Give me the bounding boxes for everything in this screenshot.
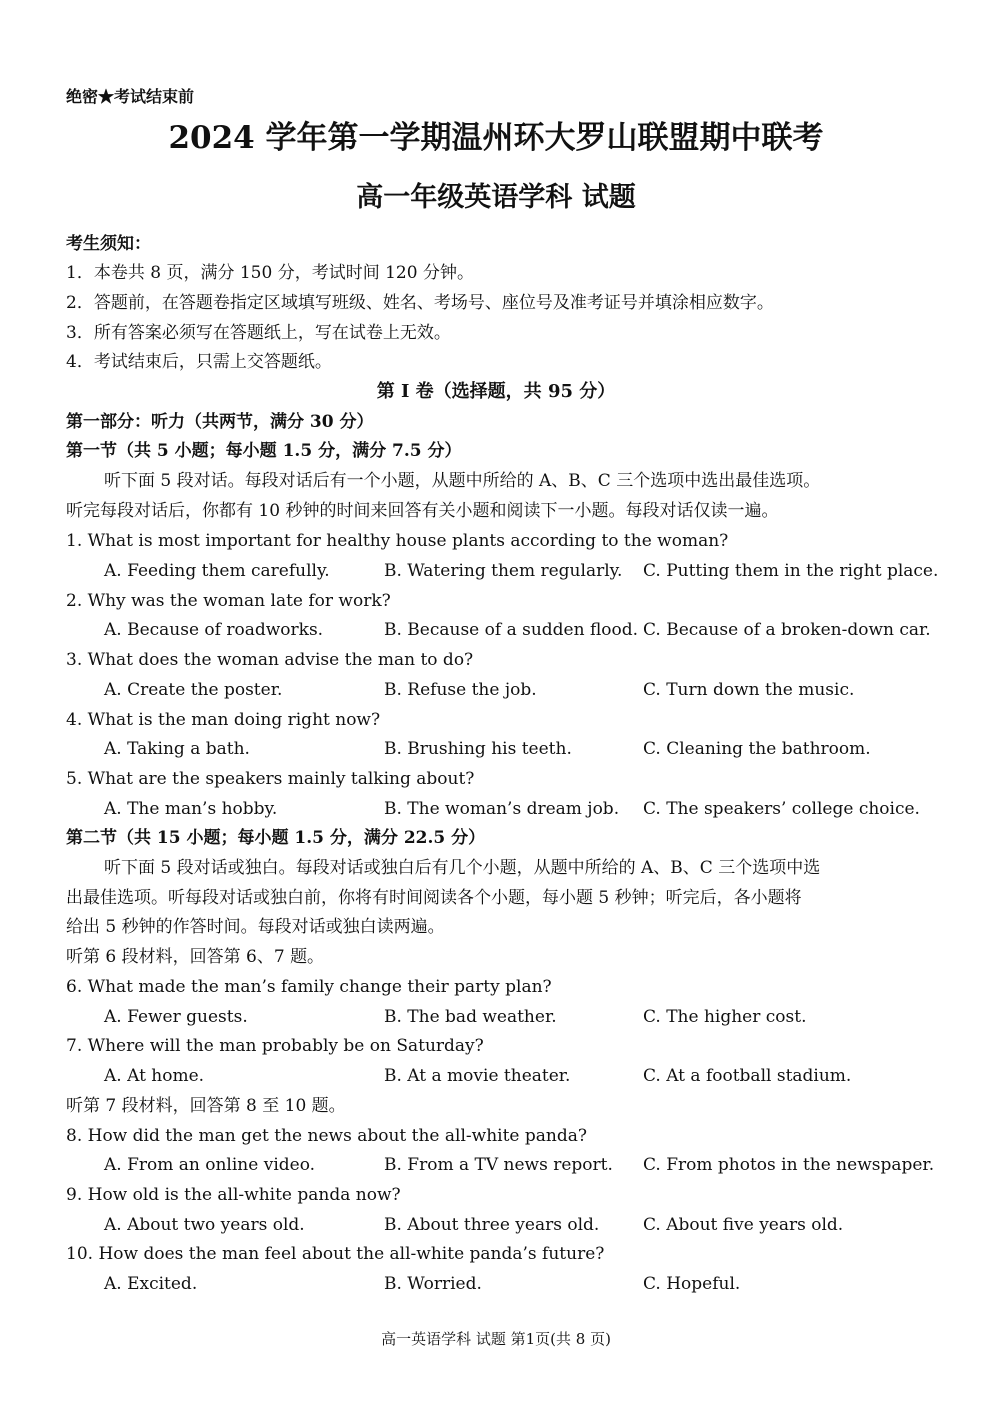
question-3: 3. What does the woman advise the man to do? bbox=[66, 650, 474, 670]
option-c: C. Because of a broken-down car. bbox=[643, 620, 931, 640]
section2-instruction: 出最佳选项。听每段对话或独白前，你将有时间阅读各个小题，每小题 5 秒钟；听完后，各小题将 bbox=[66, 888, 802, 908]
option-a: A. Feeding them carefully. bbox=[104, 561, 330, 581]
option-a: A. Taking a bath. bbox=[104, 739, 250, 759]
section2-instruction: 听下面 5 段对话或独白。每段对话或独白后有几个小题，从题中所给的 A、B、C 三个选项中选 bbox=[104, 858, 821, 878]
notice-item: 2．答题前，在答题卷指定区域填写班级、姓名、考场号、座位号及准考证号并填涂相应数字。 bbox=[66, 293, 774, 313]
option-a: A. Excited. bbox=[104, 1274, 198, 1294]
option-c: C. The higher cost. bbox=[643, 1007, 807, 1027]
material-note: 听第 7 段材料，回答第 8 至 10 题。 bbox=[66, 1096, 346, 1116]
section1-instruction: 听下面 5 段对话。每段对话后有一个小题，从题中所给的 A、B、C 三个选项中选出最佳选项。 bbox=[104, 471, 821, 491]
part1-title: 第一部分：听力（共两节，满分 30 分） bbox=[66, 412, 374, 432]
option-c: C. Turn down the music. bbox=[643, 680, 855, 700]
volume-title: 第 I 卷（选择题，共 95 分） bbox=[376, 381, 616, 402]
question-10: 10. How does the man feel about the all-white panda’s future? bbox=[66, 1244, 605, 1264]
exam-subtitle: 高一年级英语学科 试题 bbox=[356, 182, 636, 213]
option-c: C. From photos in the newspaper. bbox=[643, 1155, 935, 1175]
notice-item: 1．本卷共 8 页，满分 150 分，考试时间 120 分钟。 bbox=[66, 263, 474, 283]
option-b: B. From a TV news report. bbox=[384, 1155, 613, 1175]
section2-title: 第二节（共 15 小题；每小题 1.5 分，满分 22.5 分） bbox=[66, 828, 486, 848]
option-c: C. The speakers’ college choice. bbox=[643, 799, 920, 819]
option-c: C. Hopeful. bbox=[643, 1274, 741, 1294]
option-a: A. Create the poster. bbox=[104, 680, 283, 700]
notice-item: 3．所有答案必须写在答题纸上，写在试卷上无效。 bbox=[66, 323, 451, 343]
option-a: A. Because of roadworks. bbox=[104, 620, 324, 640]
section1-title: 第一节（共 5 小题；每小题 1.5 分，满分 7.5 分） bbox=[66, 441, 462, 461]
notice-item: 4．考试结束后，只需上交答题纸。 bbox=[66, 352, 332, 372]
page-footer: 高一英语学科 试题 第1页(共 8 页) bbox=[381, 1330, 611, 1348]
notice-heading: 考生须知： bbox=[66, 234, 151, 254]
option-c: C. Cleaning the bathroom. bbox=[643, 739, 871, 759]
question-6: 6. What made the man’s family change their party plan? bbox=[66, 977, 552, 997]
option-b: B. At a movie theater. bbox=[384, 1066, 571, 1086]
material-note: 听第 6 段材料，回答第 6、7 题。 bbox=[66, 947, 325, 967]
secret-label: 绝密★考试结束前 bbox=[66, 87, 195, 106]
question-2: 2. Why was the woman late for work? bbox=[66, 591, 391, 611]
question-5: 5. What are the speakers mainly talking about? bbox=[66, 769, 475, 789]
question-9: 9. How old is the all-white panda now? bbox=[66, 1185, 401, 1205]
option-b: B. Refuse the job. bbox=[384, 680, 537, 700]
question-7: 7. Where will the man probably be on Saturday? bbox=[66, 1036, 484, 1056]
question-4: 4. What is the man doing right now? bbox=[66, 710, 381, 730]
question-1: 1. What is most important for healthy house plants according to the woman? bbox=[66, 531, 729, 551]
section2-instruction: 给出 5 秒钟的作答时间。每段对话或独白读两遍。 bbox=[66, 917, 445, 937]
option-b: B. Watering them regularly. bbox=[384, 561, 623, 581]
option-b: B. The bad weather. bbox=[384, 1007, 557, 1027]
option-a: A. The man’s hobby. bbox=[104, 799, 278, 819]
option-a: A. From an online video. bbox=[104, 1155, 316, 1175]
option-b: B. Worried. bbox=[384, 1274, 482, 1294]
question-8: 8. How did the man get the news about the all-white panda? bbox=[66, 1126, 587, 1146]
option-a: A. About two years old. bbox=[104, 1215, 305, 1235]
option-b: B. Because of a sudden flood. bbox=[384, 620, 639, 640]
section1-instruction: 听完每段对话后，你都有 10 秒钟的时间来回答有关小题和阅读下一小题。每段对话仅读一遍。 bbox=[66, 501, 779, 521]
option-c: C. About five years old. bbox=[643, 1215, 844, 1235]
option-b: B. About three years old. bbox=[384, 1215, 600, 1235]
option-a: A. Fewer guests. bbox=[104, 1007, 248, 1027]
option-c: C. At a football stadium. bbox=[643, 1066, 852, 1086]
option-b: B. The woman’s dream job. bbox=[384, 799, 620, 819]
option-c: C. Putting them in the right place. bbox=[643, 561, 939, 581]
exam-title: 2024 学年第一学期温州环大罗山联盟期中联考 bbox=[168, 120, 824, 156]
option-a: A. At home. bbox=[104, 1066, 205, 1086]
option-b: B. Brushing his teeth. bbox=[384, 739, 572, 759]
